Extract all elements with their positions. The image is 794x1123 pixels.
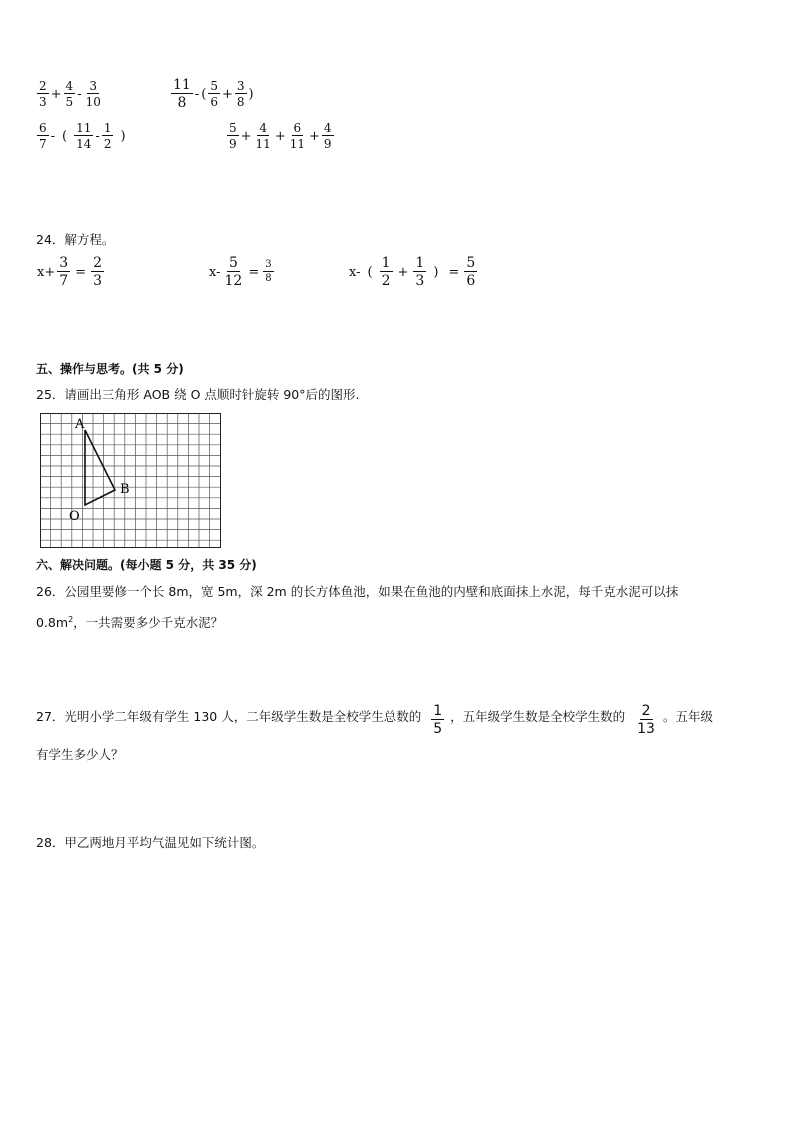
fraction: $\frac{6}{11}$: [289, 121, 306, 151]
fraction: $\frac{3}{8}$: [265, 259, 272, 284]
section-5-title: 五、操作与思考。(共 5 分): [36, 362, 184, 376]
fraction: $\frac{3}{7}$: [59, 255, 69, 289]
question-26-line2: $0.8m^2$，一共需要多少千克水泥？: [36, 614, 224, 630]
fraction: $\frac{5}{6}$: [466, 255, 476, 289]
fraction: $\frac{5}{6}$: [210, 79, 218, 109]
calc-expression-1: $\frac{2}{3}$ + $\frac{4}{5}$ - $\frac{3}{10}$: [39, 79, 101, 109]
equation-1: x+ $\frac{3}{7}$ = $\frac{2}{3}$: [37, 255, 102, 289]
equation-2: x- $\frac{5}{12}$ = $\frac{3}{8}$: [209, 255, 272, 289]
section-6-title: 六、解决问题。(每小题 5 分，共 35 分): [36, 558, 257, 572]
fraction: $\frac{2}{3}$: [39, 79, 47, 109]
triangle-aob: [85, 430, 115, 505]
fraction: $\frac{1}{2}$: [381, 255, 391, 289]
question-27-line2: 有学生多少人？: [36, 747, 124, 762]
question-28-text: 28．甲乙两地月平均气温见如下统计图。: [36, 835, 265, 850]
fraction: $\frac{2}{13}$: [637, 703, 655, 737]
fraction: $\frac{6}{7}$: [39, 121, 47, 151]
fraction: $\frac{2}{3}$: [93, 255, 102, 289]
fraction: $\frac{1}{3}$: [415, 255, 425, 289]
question-26-line1: 26．公园里要修一个长 8m，宽 5m，深 2m 的长方体鱼池，如果在鱼池的内壁和底面抹上水泥，每千克水泥可以抹: [36, 584, 679, 599]
fraction: $\frac{11}{8}$: [173, 77, 191, 111]
calc-expression-4: $\frac{5}{9}$ + $\frac{4}{11}$ + $\frac{6}{11}$ + $\frac{4}{9}$: [229, 121, 332, 151]
calc-expression-2: $\frac{11}{8}$ - ( $\frac{5}{6}$ + $\frac{3}{8}$ ): [173, 77, 254, 111]
fraction: $\frac{11}{14}$: [76, 121, 92, 151]
fraction: $\frac{3}{8}$: [236, 79, 245, 109]
grid-svg: [40, 413, 222, 549]
fraction: $\frac{1}{2}$: [103, 121, 112, 151]
equation-3: x- ( $\frac{1}{2}$ + $\frac{1}{3}$ ) = $\frac{5}{6}$: [349, 255, 476, 289]
rotation-grid-figure: [40, 413, 222, 549]
fraction: $\frac{4}{9}$: [323, 121, 332, 151]
fraction: $\frac{3}{10}$: [85, 79, 101, 109]
fraction: $\frac{1}{5}$: [433, 703, 443, 737]
fraction: $\frac{4}{11}$: [255, 121, 271, 151]
calc-expression-3: $\frac{6}{7}$ - ( $\frac{11}{14}$ - $\frac{1}{2}$ ): [39, 121, 126, 151]
fraction: $\frac{5}{12}$: [224, 255, 243, 289]
question-27-line1: 27．光明小学二年级有学生 130 人，二年级学生数是全校学生总数的 $\frac{1}{5}$ ，五年级学生数是全校学生数的 $\frac{2}{13}$ 。五年级: [36, 703, 713, 737]
question-24-title: 24．解方程。: [36, 232, 115, 247]
question-25-text: 25．请画出三角形 AOB 绕 O 点顺时针旋转 90°后的图形.: [36, 387, 360, 402]
label-b: B: [120, 482, 130, 497]
label-a: A: [75, 417, 85, 432]
fraction: $\frac{4}{5}$: [65, 79, 74, 109]
label-o: O: [69, 509, 80, 524]
fraction: $\frac{5}{9}$: [229, 121, 237, 151]
